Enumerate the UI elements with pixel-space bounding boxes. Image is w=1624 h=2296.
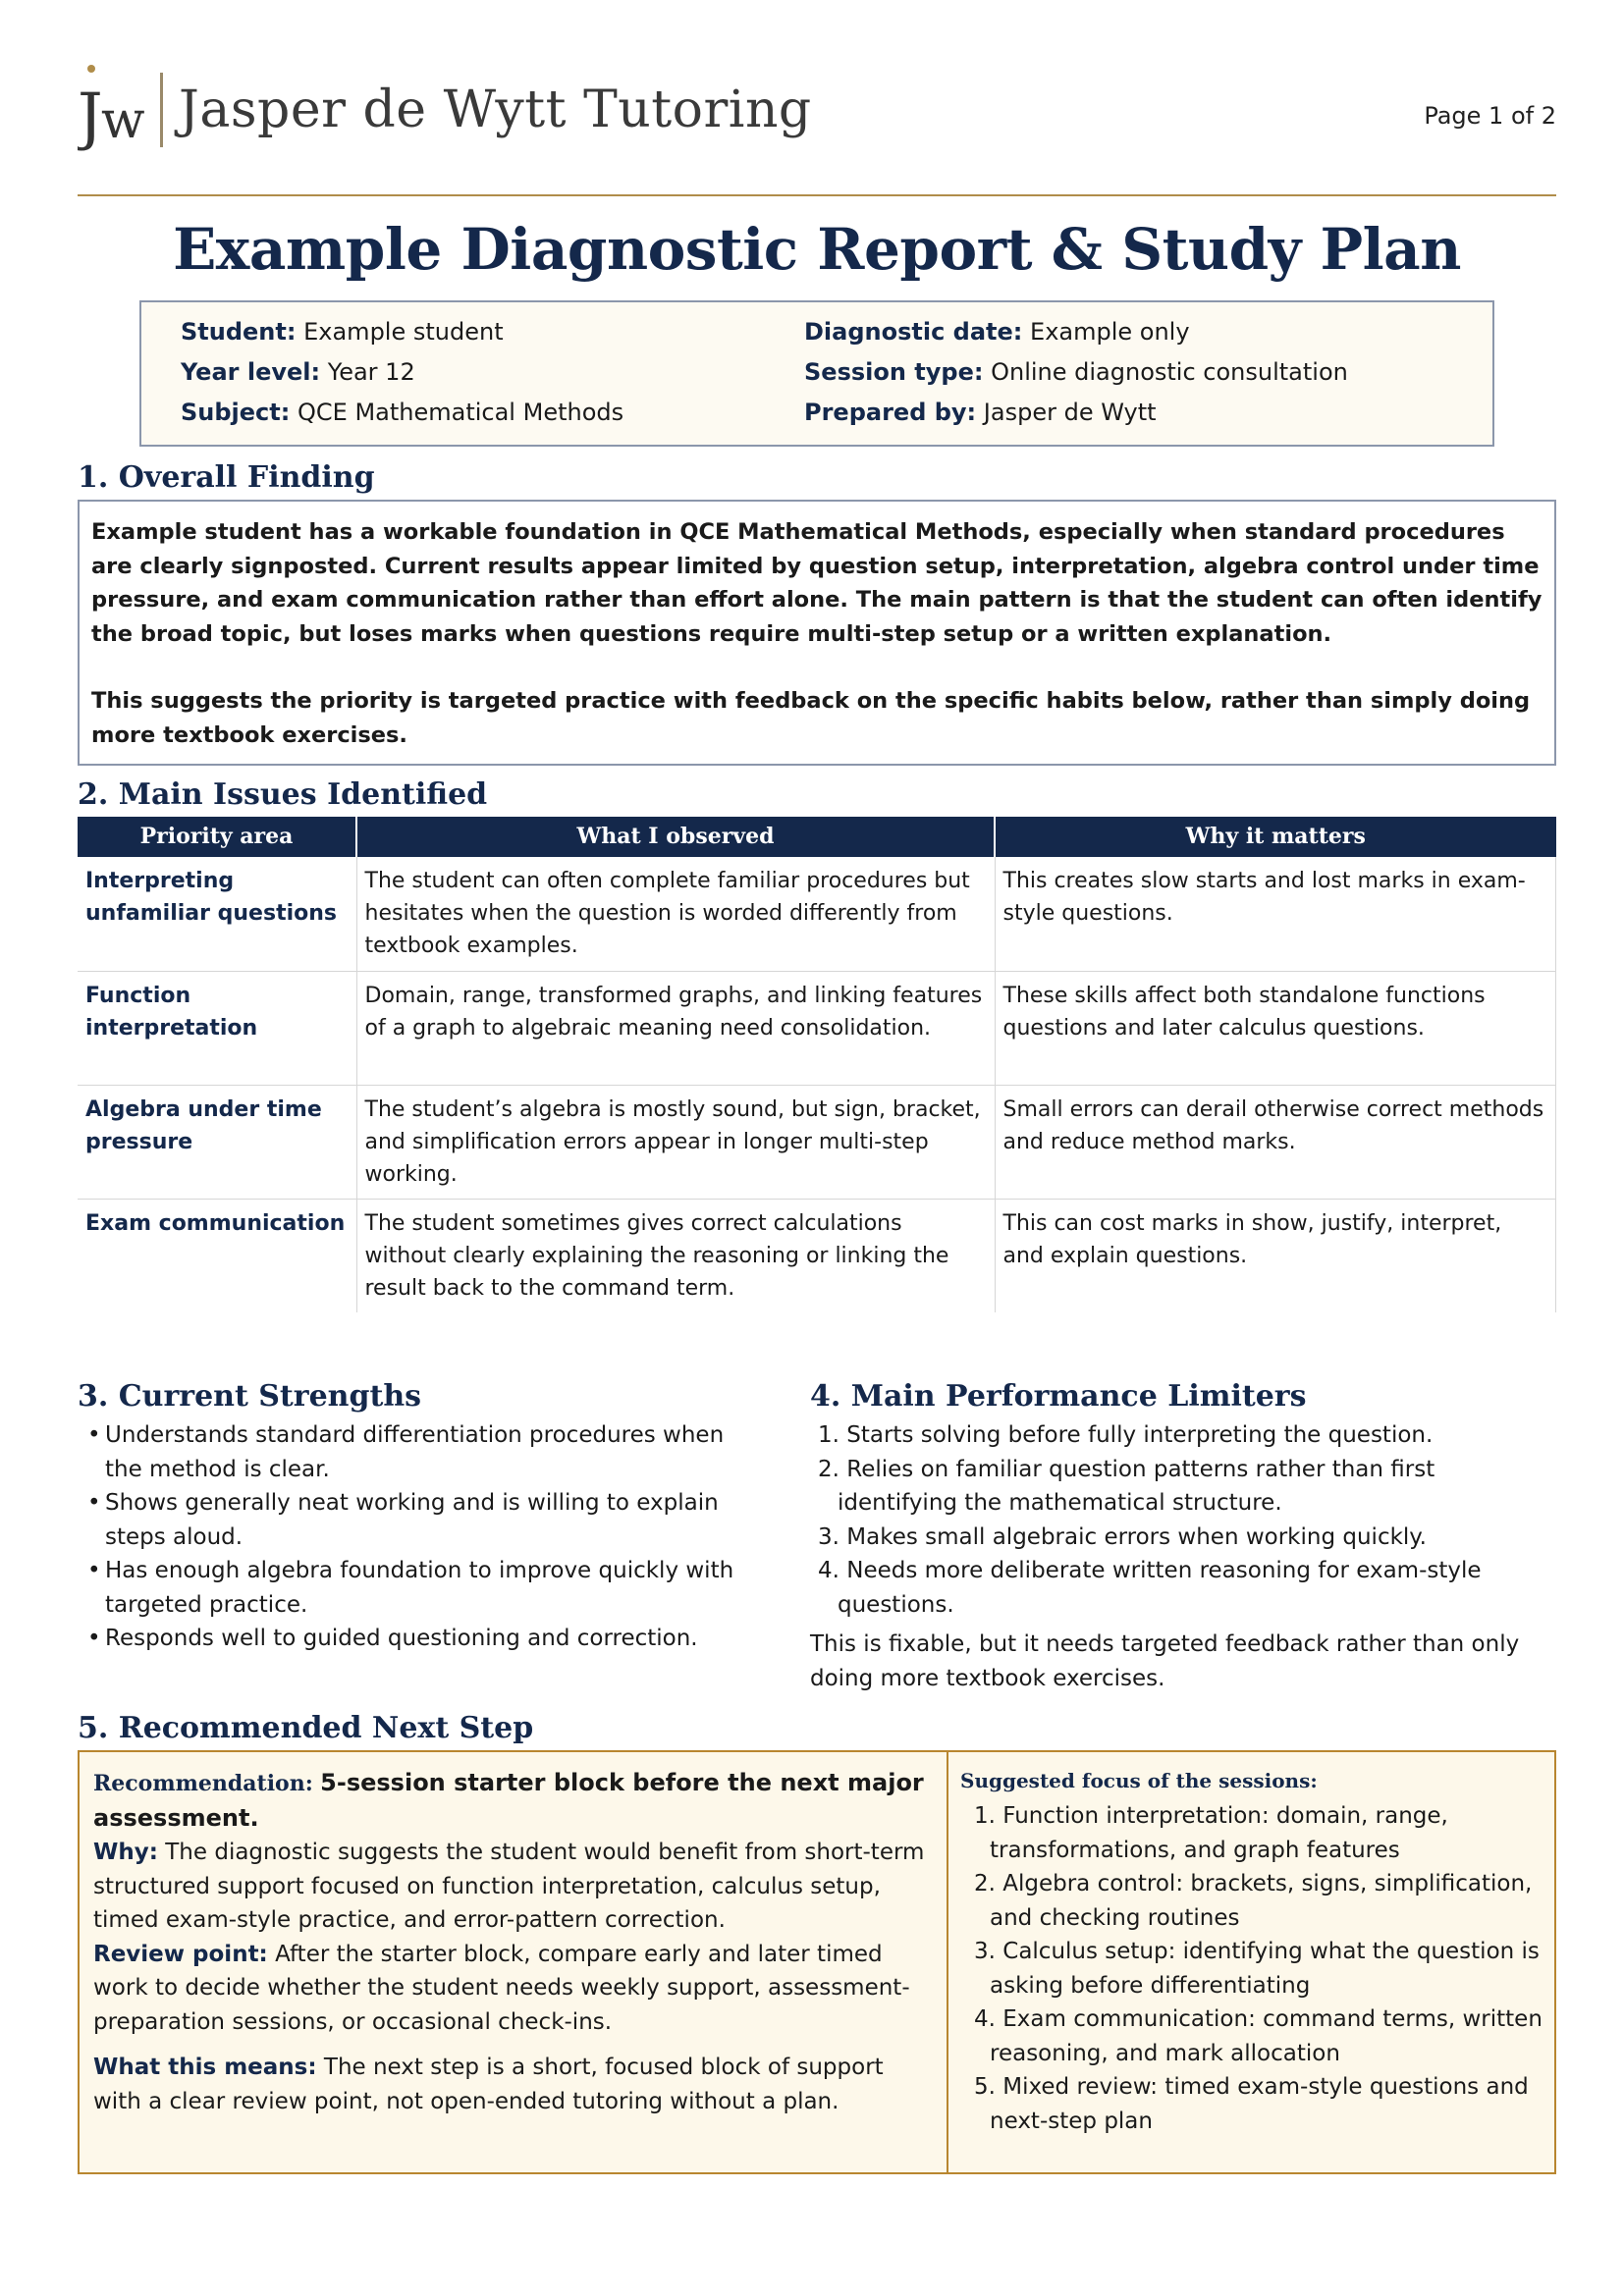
strengths-list bbox=[78, 1418, 765, 1656]
list-item: 4. Exam communication: command terms, written reasoning, and mark allocation bbox=[974, 2006, 1543, 2066]
strengths-column bbox=[78, 1375, 765, 1695]
year-value: Year 12 bbox=[327, 358, 415, 386]
review-line bbox=[93, 1938, 933, 2040]
report-page bbox=[78, 0, 1556, 2174]
overall-finding-box bbox=[78, 500, 1556, 766]
list-item: 5. Mixed review: timed exam-style questions and next-step plan bbox=[974, 2074, 1529, 2134]
page-number: Page 1 of 2 bbox=[1424, 102, 1556, 130]
info-year bbox=[181, 352, 804, 393]
limiters-column bbox=[810, 1375, 1556, 1695]
table-row bbox=[78, 1085, 1556, 1199]
session-value: Online diagnostic consultation bbox=[991, 358, 1348, 386]
list-item: 1. Function interpretation: domain, range, transformations, and graph features bbox=[974, 1803, 1448, 1863]
limiters-list bbox=[810, 1418, 1556, 1622]
student-label: Student: bbox=[181, 318, 297, 346]
observed-cell: Domain, range, transformed graphs, and linking features of a graph to algebraic meaning need consolidation. bbox=[356, 971, 995, 1085]
list-item: 2. Relies on familiar question patterns rather than first identifying the mathematical structure. bbox=[818, 1456, 1435, 1516]
focus-list bbox=[960, 1799, 1543, 2138]
section-heading-next-step: 5. Recommended Next Step bbox=[78, 1711, 534, 1745]
means-label: What this means: bbox=[93, 2055, 317, 2080]
info-date bbox=[804, 312, 1453, 352]
means-text: The next step is a short, focused block of support with a clear review point, not open-ended tutoring without a plan. bbox=[93, 2055, 884, 2114]
info-subject bbox=[181, 393, 804, 433]
recommendation-text: 5-session starter block before the next major assessment. bbox=[93, 1769, 924, 1832]
section-heading-overall: 1. Overall Finding bbox=[78, 460, 375, 495]
recommendation-label: Recommendation: bbox=[93, 1771, 313, 1796]
list-item: 3. Makes small algebraic errors when working quickly. bbox=[818, 1523, 1427, 1550]
why-label: Why: bbox=[93, 1840, 158, 1865]
session-focus-panel bbox=[948, 1752, 1554, 2172]
recommendation-details bbox=[80, 1752, 948, 2172]
issues-table bbox=[78, 817, 1556, 1312]
brand-name: Jasper de Wytt Tutoring bbox=[179, 80, 812, 139]
table-row bbox=[78, 971, 1556, 1085]
subject-value: QCE Mathematical Methods bbox=[298, 399, 624, 426]
svg-text:w: w bbox=[101, 91, 145, 150]
list-item: 4. Needs more deliberate written reasoning for exam-style questions. bbox=[818, 1558, 1482, 1618]
section-heading-strengths: 3. Current Strengths bbox=[78, 1379, 422, 1414]
why-cell: This can cost marks in show, justify, interpret, and explain questions. bbox=[995, 1199, 1556, 1312]
table-row bbox=[78, 1199, 1556, 1312]
col-header-why: Why it matters bbox=[995, 817, 1556, 857]
date-value: Example only bbox=[1030, 318, 1190, 346]
info-student bbox=[181, 312, 804, 352]
section-heading-issues: 2. Main Issues Identified bbox=[78, 777, 488, 812]
table-row bbox=[78, 857, 1556, 971]
priority-area-cell: Exam communication bbox=[78, 1199, 356, 1312]
year-label: Year level: bbox=[181, 358, 321, 386]
priority-area-cell: Function interpretation bbox=[78, 971, 356, 1085]
date-label: Diagnostic date: bbox=[804, 318, 1023, 346]
why-cell: This creates slow starts and lost marks in exam-style questions. bbox=[995, 857, 1556, 971]
info-session bbox=[804, 352, 1453, 393]
why-text: The diagnostic suggests the student would benefit from short-term structured support focused on function interpretation, calculus setup, timed exam-style practice, and error-pattern correction. bbox=[93, 1840, 925, 1933]
section-heading-limiters: 4. Main Performance Limiters bbox=[810, 1379, 1307, 1414]
list-item: 1. Starts solving before fully interpreting the question. bbox=[818, 1422, 1434, 1448]
limiters-note: This is fixable, but it needs targeted feedback rather than only doing more textbook exercises. bbox=[810, 1631, 1520, 1691]
jw-monogram bbox=[78, 61, 154, 159]
page-header bbox=[78, 0, 1556, 196]
svg-text:J: J bbox=[78, 80, 103, 153]
focus-label: Suggested focus of the sessions: bbox=[960, 1769, 1318, 1792]
prepared-value: Jasper de Wytt bbox=[983, 399, 1157, 426]
list-item: 2. Algebra control: brackets, signs, simplification, and checking routines bbox=[974, 1871, 1533, 1931]
review-text: After the starter block, compare early and later timed work to decide whether the student needs weekly support, assessment-preparation sessions, or occasional check-ins. bbox=[93, 1941, 910, 2035]
session-label: Session type: bbox=[804, 358, 984, 386]
report-title: Example Diagnostic Report & Study Plan bbox=[173, 216, 1461, 283]
priority-area-cell: Algebra under time pressure bbox=[78, 1085, 356, 1199]
col-header-priority: Priority area bbox=[78, 817, 356, 857]
prepared-label: Prepared by: bbox=[804, 399, 977, 426]
list-item: 3. Calculus setup: identifying what the question is asking before differentiating bbox=[974, 1939, 1540, 1999]
col-header-observed: What I observed bbox=[356, 817, 995, 857]
overall-para-1: Example student has a workable foundation in QCE Mathematical Methods, especially when standard procedures are clearly signposted. Current results appear limited by question setup, interpretation, algebra control under time pressure, and exam communication rather than effort alone. The main pattern is that the student can often identify the broad topic, but loses marks when questions require multi-step setup or a written explanation. bbox=[91, 519, 1543, 647]
why-line bbox=[93, 1836, 933, 1938]
means-line bbox=[93, 2051, 933, 2118]
why-cell: These skills affect both standalone functions questions and later calculus questions. bbox=[995, 971, 1556, 1085]
strengths-limiters-row bbox=[78, 1375, 1556, 1695]
priority-area-cell: Interpreting unfamiliar questions bbox=[78, 857, 356, 971]
review-label: Review point: bbox=[93, 1941, 268, 1967]
subject-label: Subject: bbox=[181, 399, 291, 426]
list-item: • Understands standard differentiation procedures when the method is clear. bbox=[78, 1418, 765, 1486]
overall-para-2: This suggests the priority is targeted practice with feedback on the specific habits below, rather than simply doing more textbook exercises. bbox=[91, 688, 1531, 748]
recommendation-line bbox=[93, 1766, 933, 1836]
student-info-box bbox=[139, 300, 1494, 447]
brand-logo bbox=[78, 61, 812, 159]
recommendation-box bbox=[78, 1750, 1556, 2174]
observed-cell: The student can often complete familiar procedures but hesitates when the question is worded differently from textbook examples. bbox=[356, 857, 995, 971]
logo-divider bbox=[160, 73, 163, 147]
student-value: Example student bbox=[303, 318, 504, 346]
observed-cell: The student’s algebra is mostly sound, but sign, bracket, and simplification errors appear in longer multi-step working. bbox=[356, 1085, 995, 1199]
list-item: • Shows generally neat working and is willing to explain steps aloud. bbox=[78, 1486, 765, 1554]
table-header-row bbox=[78, 817, 1556, 857]
list-item: • Has enough algebra foundation to improve quickly with targeted practice. bbox=[78, 1554, 765, 1622]
info-prepared bbox=[804, 393, 1453, 433]
list-item: • Responds well to guided questioning and correction. bbox=[78, 1622, 765, 1656]
observed-cell: The student sometimes gives correct calculations without clearly explaining the reasoning or linking the result back to the command term. bbox=[356, 1199, 995, 1312]
why-cell: Small errors can derail otherwise correct methods and reduce method marks. bbox=[995, 1085, 1556, 1199]
